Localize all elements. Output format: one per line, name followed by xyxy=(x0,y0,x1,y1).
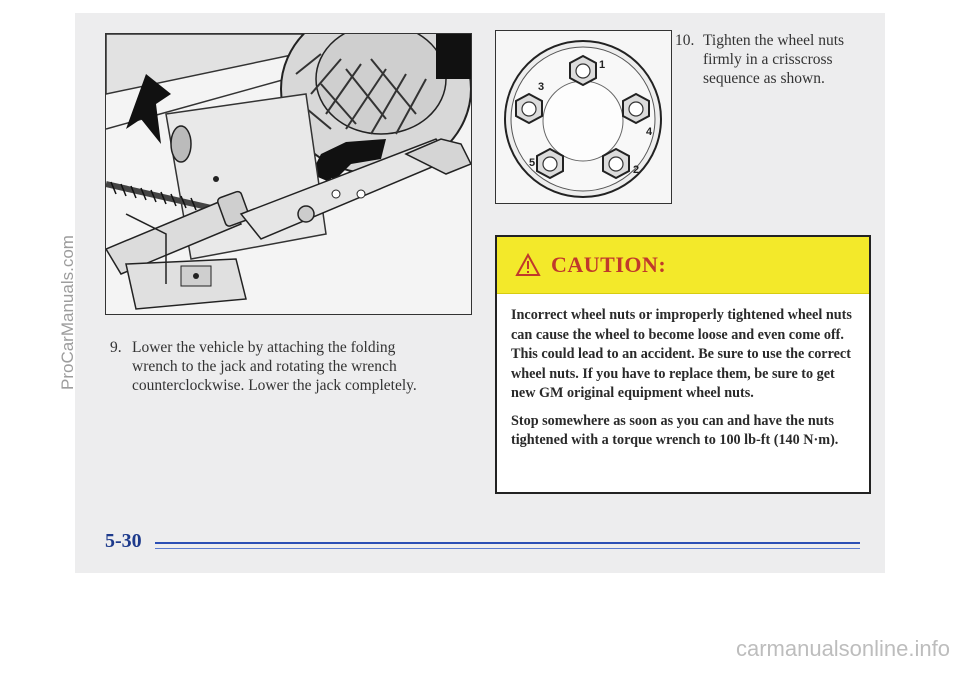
step-9-number: 9. xyxy=(110,339,122,356)
jack-lowering-illustration xyxy=(105,33,472,315)
caution-box xyxy=(495,235,871,494)
footer-watermark: carmanualsonline.info xyxy=(735,636,950,661)
page-number: 5-30 xyxy=(105,530,148,553)
caution-paragraph-2: Stop somewhere as soon as you can and have the nuts tightened with a torque wrench to 100 lb-ft (140 N·m). xyxy=(511,412,839,448)
caution-body xyxy=(497,294,869,451)
caution-paragraph-1: Incorrect wheel nuts or improperly tightened wheel nuts can cause the wheel to become loose and even come off. This could lead to an accident. Be sure to use the correct wheel nuts. If you have to replace them, be sure to get new GM original equipment wheel nuts. xyxy=(511,307,852,401)
jack-illustration-drawing xyxy=(106,34,471,314)
footer-rule-thin xyxy=(155,548,860,549)
nut-label-3: 3 xyxy=(538,81,545,93)
nut-label-5: 5 xyxy=(529,157,536,169)
step-10 xyxy=(675,31,875,88)
footer-rule xyxy=(155,542,860,544)
wheel-nut-drawing xyxy=(496,31,671,203)
wheel-nut-sequence-diagram xyxy=(495,30,672,204)
side-watermark: ProCarManuals.com xyxy=(58,235,77,390)
step-10-text: Tighten the wheel nuts firmly in a crisscross sequence as shown. xyxy=(703,32,845,87)
step-9-text: Lower the vehicle by attaching the folding wrench to the jack and rotating the wrench counterclockwise. Lower the jack completely. xyxy=(132,339,417,394)
nut-label-4: 4 xyxy=(646,126,653,138)
step-9 xyxy=(110,338,440,395)
nut-label-2: 2 xyxy=(633,164,640,176)
step-10-number: 10. xyxy=(675,32,695,49)
caution-header xyxy=(497,237,869,294)
caution-title: CAUTION: xyxy=(551,252,667,277)
manual-page xyxy=(75,13,885,573)
nut-label-1: 1 xyxy=(599,59,606,71)
warning-triangle-icon xyxy=(515,253,541,277)
